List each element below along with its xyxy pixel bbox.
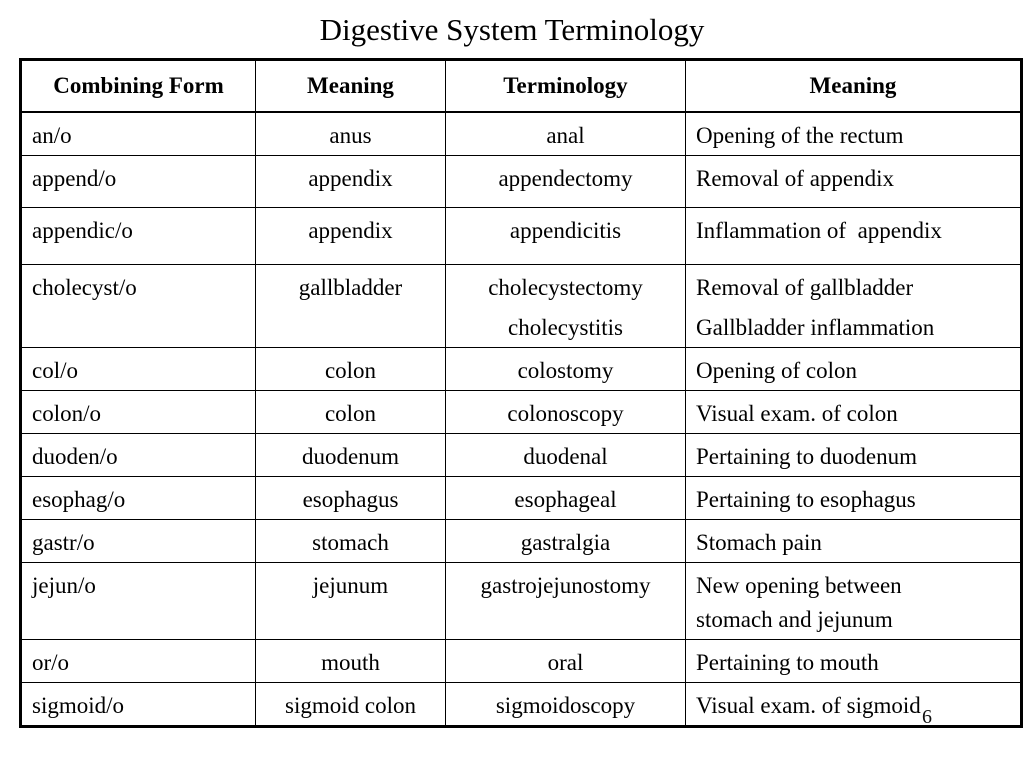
- combining-form-cell: esophag/o: [21, 477, 256, 520]
- meaning-cell: duodenum: [256, 434, 446, 477]
- table-row: [21, 156, 1022, 208]
- terminology-cell: [446, 434, 686, 477]
- term-meaning-text: New opening between: [696, 573, 902, 598]
- combining-form-cell: col/o: [21, 348, 256, 391]
- page-title: Digestive System Terminology: [319, 12, 705, 47]
- term-text: appendicitis: [509, 218, 622, 243]
- meaning-cell: gallbladder: [256, 265, 446, 348]
- terminology-cell: [446, 348, 686, 391]
- meaning-cell: anus: [256, 112, 446, 156]
- combining-form-cell: colon/o: [21, 391, 256, 434]
- term-meaning-text: Opening of colon: [696, 358, 857, 383]
- term-text: esophageal: [514, 487, 617, 512]
- term-text: colonoscopy: [507, 401, 624, 426]
- term-meaning-text: stomach and jejunum: [696, 607, 893, 632]
- term-meaning-text: Inflammation of appendix: [696, 218, 942, 243]
- term-meaning-cell: [686, 208, 1022, 265]
- term-text: appendectomy: [498, 166, 633, 191]
- term-meaning-text: Stomach pain: [696, 530, 822, 555]
- term-text: anal: [546, 123, 585, 148]
- term-text: cholecystectomy: [488, 275, 643, 300]
- term-meaning-cell: [686, 683, 1022, 727]
- term-meaning-cell: [686, 348, 1022, 391]
- terminology-cell: [446, 156, 686, 208]
- header-term-meaning: Meaning: [686, 60, 1022, 113]
- combining-form-cell: appendic/o: [21, 208, 256, 265]
- term-text: sigmoidoscopy: [495, 693, 636, 718]
- combining-form-cell: cholecyst/o: [21, 265, 256, 348]
- term-text: gastrojejunostomy: [480, 573, 651, 598]
- table-row: [21, 391, 1022, 434]
- term-meaning-cell: [686, 477, 1022, 520]
- term-text: colostomy: [517, 358, 614, 383]
- terminology-cell: [446, 208, 686, 265]
- meaning-cell: colon: [256, 348, 446, 391]
- combining-form-cell: append/o: [21, 156, 256, 208]
- header-meaning: Meaning: [256, 60, 446, 113]
- term-meaning-cell: [686, 520, 1022, 563]
- term-meaning-text: Visual exam. of colon: [696, 401, 898, 426]
- meaning-cell: jejunum: [256, 563, 446, 640]
- table-row: [21, 208, 1022, 265]
- term-text: cholecystitis: [508, 315, 623, 340]
- terminology-cell: [446, 391, 686, 434]
- combining-form-cell: gastr/o: [21, 520, 256, 563]
- term-meaning-text: Gallbladder inflammation: [696, 315, 935, 340]
- term-meaning-text: Visual exam. of sigmoid: [696, 693, 921, 718]
- meaning-cell: colon: [256, 391, 446, 434]
- term-meaning-text: Opening of the rectum: [696, 123, 904, 148]
- term-meaning-cell: [686, 112, 1022, 156]
- meaning-cell: appendix: [256, 208, 446, 265]
- terminology-cell: [446, 477, 686, 520]
- combining-form-cell: jejun/o: [21, 563, 256, 640]
- table-header-row: [21, 60, 1022, 113]
- header-combining-form: Combining Form: [21, 60, 256, 113]
- meaning-cell: stomach: [256, 520, 446, 563]
- table-row: [21, 434, 1022, 477]
- terminology-cell: [446, 683, 686, 727]
- meaning-cell: sigmoid colon: [256, 683, 446, 727]
- table-row: [21, 265, 1022, 348]
- table-row: [21, 520, 1022, 563]
- term-meaning-cell: [686, 563, 1022, 640]
- term-meaning-text: Pertaining to mouth: [696, 650, 879, 675]
- table-row: [21, 477, 1022, 520]
- term-meaning-cell: [686, 156, 1022, 208]
- term-text: duodenal: [523, 444, 608, 469]
- term-meaning-text: Pertaining to esophagus: [696, 487, 916, 512]
- page-number: 6: [922, 706, 932, 728]
- terminology-table: [19, 58, 1023, 728]
- combining-form-cell: an/o: [21, 112, 256, 156]
- table-row: [21, 683, 1022, 727]
- term-meaning-cell: [686, 640, 1022, 683]
- combining-form-cell: sigmoid/o: [21, 683, 256, 727]
- terminology-cell: [446, 563, 686, 640]
- terminology-cell: [446, 265, 686, 348]
- terminology-cell: [446, 640, 686, 683]
- term-meaning-text: Removal of appendix: [696, 166, 895, 191]
- term-meaning-cell: [686, 391, 1022, 434]
- terminology-cell: [446, 112, 686, 156]
- term-text: gastralgia: [520, 530, 611, 555]
- table-row: [21, 640, 1022, 683]
- term-meaning-cell: [686, 265, 1022, 348]
- term-text: oral: [547, 650, 584, 675]
- combining-form-cell: duoden/o: [21, 434, 256, 477]
- term-meaning-text: Pertaining to duodenum: [696, 444, 918, 469]
- table-row: [21, 348, 1022, 391]
- header-terminology: Terminology: [446, 60, 686, 113]
- terminology-cell: [446, 520, 686, 563]
- table-row: [21, 112, 1022, 156]
- meaning-cell: mouth: [256, 640, 446, 683]
- meaning-cell: esophagus: [256, 477, 446, 520]
- combining-form-cell: or/o: [21, 640, 256, 683]
- meaning-cell: appendix: [256, 156, 446, 208]
- table-row: [21, 563, 1022, 640]
- term-meaning-text: Removal of gallbladder: [696, 275, 914, 300]
- term-meaning-cell: [686, 434, 1022, 477]
